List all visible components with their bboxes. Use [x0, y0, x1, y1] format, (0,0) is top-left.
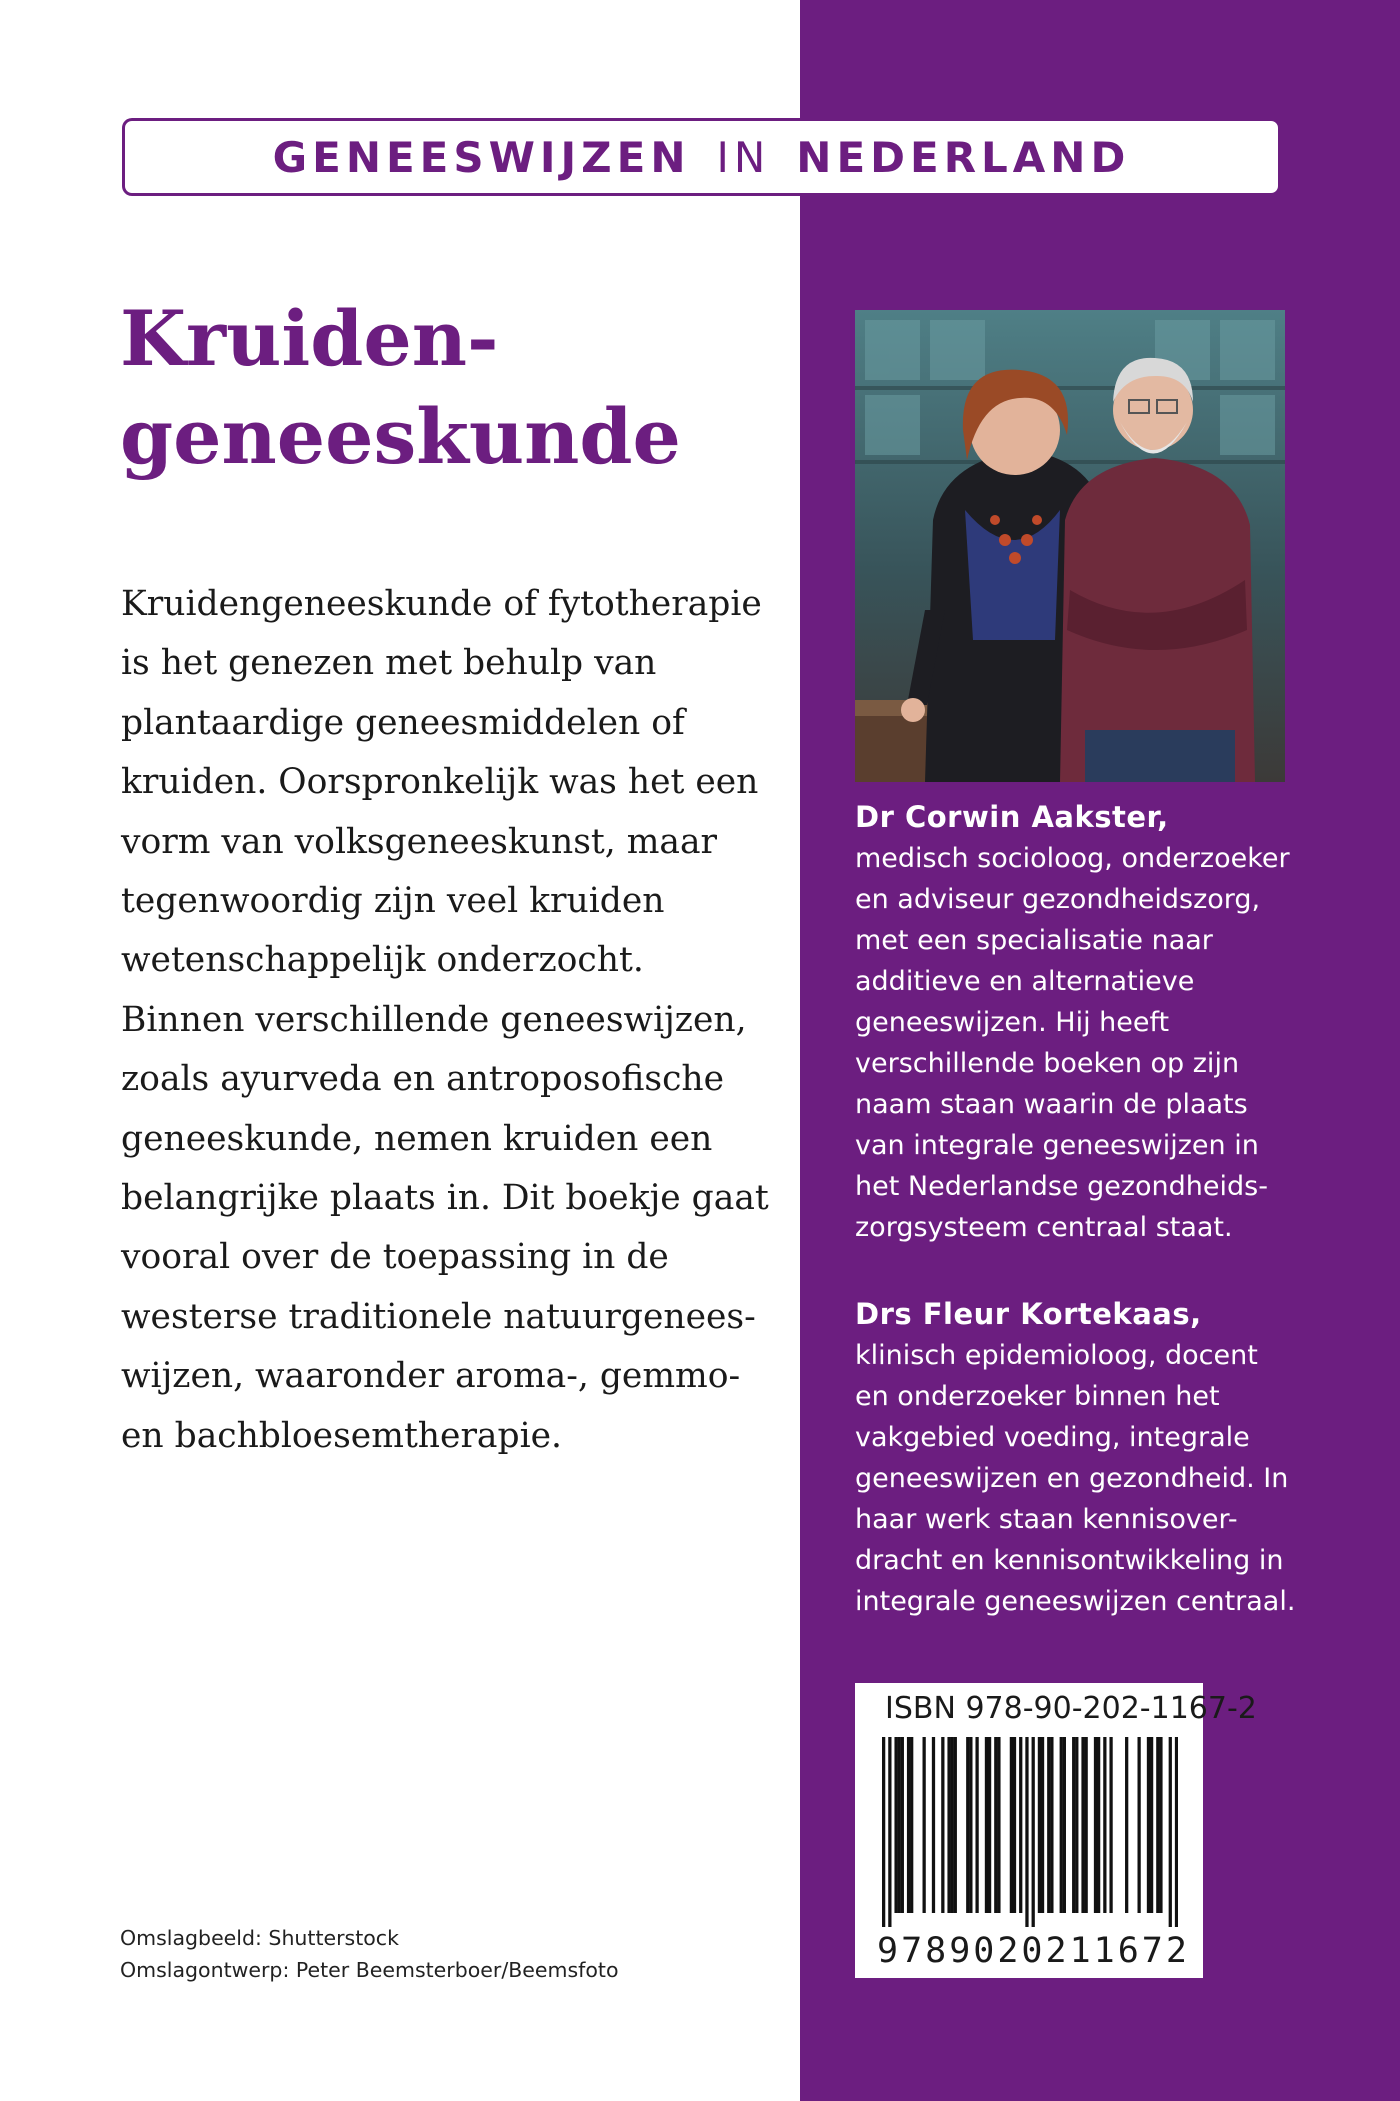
barcode-bar [1041, 1737, 1044, 1913]
barcode-bar [969, 1737, 972, 1913]
barcode-bar [1032, 1737, 1035, 1927]
barcode-bar [1169, 1737, 1172, 1927]
barcode-bar [1159, 1737, 1162, 1913]
author-photo [855, 310, 1285, 782]
barcode-bar [941, 1737, 944, 1913]
barcode-bar [907, 1737, 910, 1913]
barcode-bar [1150, 1737, 1153, 1913]
series-word-2: IN [716, 132, 771, 182]
barcode-bar [1109, 1737, 1112, 1913]
bio-line: van integrale geneeswijzen in [855, 1130, 1259, 1161]
barcode-bar [1047, 1737, 1050, 1913]
bio-line: integrale geneeswijzen centraal. [855, 1586, 1296, 1617]
barcode-bar [1075, 1737, 1078, 1913]
barcode-bar [1097, 1737, 1100, 1913]
title-line: geneeskunde [120, 392, 681, 481]
bio-line: naam staan waarin de plaats [855, 1089, 1248, 1120]
barcode-bar [947, 1737, 950, 1913]
bio-line: klinisch epidemioloog, docent [855, 1340, 1258, 1371]
cover-credits [120, 1922, 619, 1986]
barcode-bar [1094, 1737, 1097, 1913]
bio-line: medisch socioloog, onderzoeker [855, 843, 1290, 874]
blurb-line: vooral over de toepassing in de [121, 1237, 669, 1278]
barcode-bar [932, 1737, 935, 1913]
barcode-bar [1060, 1737, 1063, 1913]
barcode-bar [901, 1737, 904, 1913]
bio-line: en adviseur gezondheidszorg, [855, 884, 1261, 915]
barcode-bar [1063, 1737, 1066, 1913]
bio-line: geneeswijzen. Hij heeft [855, 1007, 1170, 1038]
barcode-bar [1013, 1737, 1016, 1913]
isbn-barcode [855, 1683, 1257, 1978]
blurb-line: Binnen verschillende geneeswijzen, [121, 999, 747, 1040]
credit-line: Omslagontwerp: Peter Beemsterboer/Beemsfoto [120, 1958, 619, 1982]
barcode-bar [951, 1737, 954, 1913]
series-banner [122, 118, 1281, 196]
barcode-bar [923, 1737, 926, 1913]
blurb-line: wijzen, waaronder aroma-, gemmo- [121, 1356, 741, 1397]
blurb-line: plantaardige geneesmiddelen of [121, 702, 685, 743]
blurb-line: is het genezen met behulp van [121, 643, 657, 684]
blurb-line: wetenschappelijk onderzocht. [121, 940, 644, 981]
barcode-bar [1147, 1737, 1150, 1913]
bio-line: vakgebied voeding, integrale [855, 1422, 1250, 1453]
isbn-label: ISBN 978-90-202-1167-2 [885, 1691, 1257, 1726]
barcode-bar [988, 1737, 991, 1913]
author-name: Dr Corwin Aakster, [855, 800, 1169, 834]
barcode-bar [1085, 1737, 1088, 1913]
barcode-bar [975, 1737, 978, 1913]
blurb-line: kruiden. Oorspronkelijk was het een [121, 762, 759, 803]
series-word-3: NEDERLAND [796, 132, 1131, 182]
book-title [120, 290, 780, 486]
barcode-bar [882, 1737, 885, 1927]
blurb-line: vorm van volksgeneeskunst, maar [121, 821, 718, 862]
barcode-bar [985, 1737, 988, 1913]
barcode-bar [894, 1737, 897, 1913]
barcode-bar [1050, 1737, 1053, 1913]
author-name: Drs Fleur Kortekaas, [855, 1297, 1202, 1331]
book-blurb [121, 575, 801, 1466]
barcode-bar [1081, 1737, 1084, 1913]
barcode-bar [1025, 1737, 1028, 1927]
barcode-bar [1175, 1737, 1178, 1927]
barcode-bar [1072, 1737, 1075, 1913]
barcode-bar [1038, 1737, 1041, 1913]
bio-line: geneeswijzen en gezondheid. In [855, 1463, 1289, 1494]
blurb-line: Kruidengeneeskunde of fytotherapie [121, 584, 762, 624]
bio-line: het Nederlandse gezondheids- [855, 1171, 1268, 1202]
barcode-bar [898, 1737, 901, 1913]
title-line: Kruiden- [120, 294, 499, 383]
blurb-line: geneeskunde, nemen kruiden een [121, 1118, 713, 1159]
barcode-bar [1010, 1737, 1013, 1913]
blurb-line: belangrijke plaats in. Dit boekje gaat [121, 1178, 769, 1219]
blurb-line: en bachbloesemtherapie. [121, 1415, 563, 1456]
bio-line: en onderzoeker binnen het [855, 1381, 1220, 1412]
bio-line: met een specialisatie naar [855, 925, 1213, 956]
barcode-bar [1125, 1737, 1128, 1913]
bio-line: zorgsysteem centraal staat. [855, 1212, 1233, 1243]
bio-line: haar werk staan kennisover- [855, 1504, 1238, 1535]
bio-line: additieve en alternatieve [855, 966, 1195, 997]
author-bio-2 [855, 1294, 1325, 1622]
blurb-line: westerse traditionele natuurgenees- [121, 1296, 756, 1337]
barcode-bar [1019, 1737, 1022, 1913]
barcode-bar [994, 1737, 997, 1913]
bio-line: verschillende boeken op zijn [855, 1048, 1240, 1079]
barcode-bar [910, 1737, 913, 1913]
barcode-bar [1103, 1737, 1106, 1913]
barcode-bar [1156, 1737, 1159, 1913]
barcode-bar [997, 1737, 1000, 1913]
barcode-bars [882, 1737, 1178, 1927]
blurb-line: zoals ayurveda en antroposofische [121, 1059, 725, 1100]
barcode-bar [966, 1737, 969, 1913]
barcode-bar [1137, 1737, 1140, 1913]
series-word-1: GENEESWIJZEN [272, 132, 691, 182]
barcode-bar [954, 1737, 957, 1913]
barcode-bar [888, 1737, 891, 1927]
blurb-line: tegenwoordig zijn veel kruiden [121, 881, 665, 922]
author-bio-1 [855, 797, 1325, 1248]
credit-line: Omslagbeeld: Shutterstock [120, 1926, 399, 1950]
ean-digits: 9789020211672 [877, 1931, 1190, 1971]
bio-line: dracht en kennisontwikkeling in [855, 1545, 1284, 1576]
